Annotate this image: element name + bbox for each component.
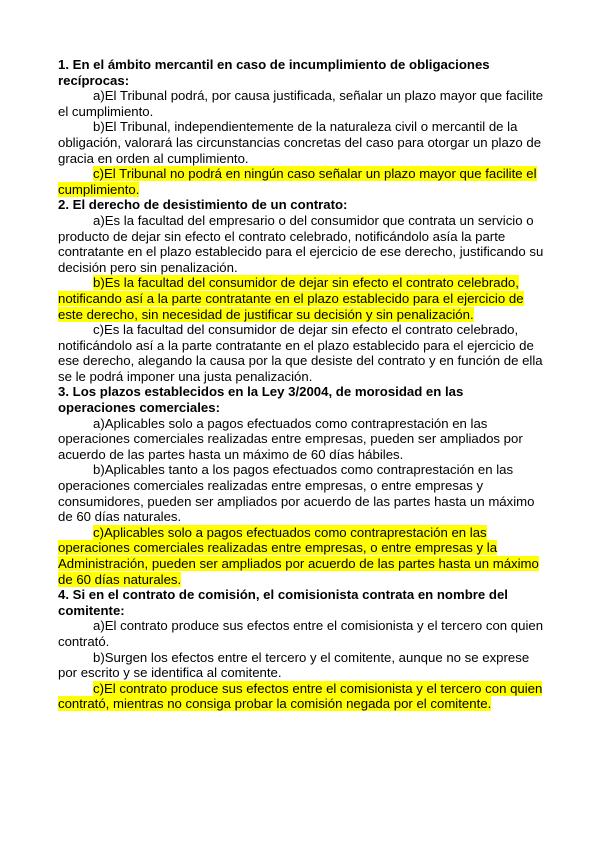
- answer-option: [58, 650, 544, 681]
- option-text: a)El contrato produce sus efectos entre el comisionista y el tercero con quien contrató.: [58, 618, 544, 649]
- correct-answer-option: [58, 275, 544, 322]
- option-text: c)Es la facultad del consumidor de dejar sin efecto el contrato celebrado, notificándolo así a la parte contratante en el plazo establecido para el ejercicio de ese derecho, alegando la causa por la que desiste del contrato y en función de ella se le podrá imponer una justa penalización.: [58, 322, 543, 384]
- correct-answer-option: [58, 525, 544, 587]
- answer-option: [58, 88, 544, 119]
- answer-option: [58, 322, 544, 384]
- question-title: 1. En el ámbito mercantil en caso de incumplimiento de obligaciones recíprocas:: [58, 57, 490, 88]
- highlighted-option-text: c)El contrato produce sus efectos entre el comisionista y el tercero con quien contrató, mientras no consiga probar la comisión negada por el comitente.: [58, 680, 543, 712]
- answer-option: [58, 618, 544, 649]
- answer-option: [58, 416, 544, 463]
- correct-answer-option: [58, 166, 544, 197]
- highlighted-option-text: b)Es la facultad del consumidor de dejar sin efecto el contrato celebrado, notificando así a la parte contratante en el plazo establecido para el ejercicio de este derecho, sin necesidad de justificar su decisión y sin penalización.: [58, 275, 524, 322]
- question-title: 2. El derecho de desistimiento de un contrato:: [58, 197, 348, 213]
- document-page: [58, 57, 544, 712]
- question-title: 3. Los plazos establecidos en la Ley 3/2004, de morosidad en las operaciones comerciales:: [58, 384, 464, 416]
- option-text: a)El Tribunal podrá, por causa justificada, señalar un plazo mayor que facilite el cumplimiento.: [58, 88, 544, 119]
- option-text: b)Aplicables tanto a los pagos efectuados como contraprestación en las operaciones comerciales realizadas entre empresas, o entre empresas y consumidores, pueden ser ampliados por acuerdo de las partes hasta un máximo de 60 días naturales.: [58, 462, 535, 525]
- question-title: 4. Si en el contrato de comisión, el comisionista contrata en nombre del comitente:: [58, 587, 508, 618]
- option-text: b)Surgen los efectos entre el tercero y el comitente, aunque no se exprese por escrito y se identifica al comitente.: [58, 649, 530, 681]
- answer-option: [58, 213, 544, 275]
- answer-option: [58, 119, 544, 166]
- highlighted-option-text: c)El Tribunal no podrá en ningún caso señalar un plazo mayor que facilite el cumplimiento.: [58, 166, 537, 197]
- highlighted-option-text: c)Aplicables solo a pagos efectuados como contraprestación en las operaciones comerciales realizadas entre empresas, o entre empresas y la Administración, pueden ser ampliados por acuerdo de las partes hasta un máximo de 60 días naturales.: [58, 524, 539, 587]
- option-text: a)Es la facultad del empresario o del consumidor que contrata un servicio o producto de dejar sin efecto el contrato celebrado, notificándolo asía la parte contratante en el plazo establecido para el ejercicio de ese derecho, justificando su decisión pero sin penalización.: [58, 212, 544, 275]
- correct-answer-option: [58, 681, 544, 712]
- option-text: a)Aplicables solo a pagos efectuados como contraprestación en las operaciones comerciales realizadas entre empresas, pueden ser ampliados por acuerdo de las partes hasta un máximo de 60 días hábiles.: [58, 415, 523, 462]
- answer-option: [58, 462, 544, 524]
- option-text: b)El Tribunal, independientemente de la naturaleza civil o mercantil de la obligación, valorará las circunstancias concretas del caso para otorgar un plazo de gracia en orden al cumplimiento.: [58, 119, 542, 166]
